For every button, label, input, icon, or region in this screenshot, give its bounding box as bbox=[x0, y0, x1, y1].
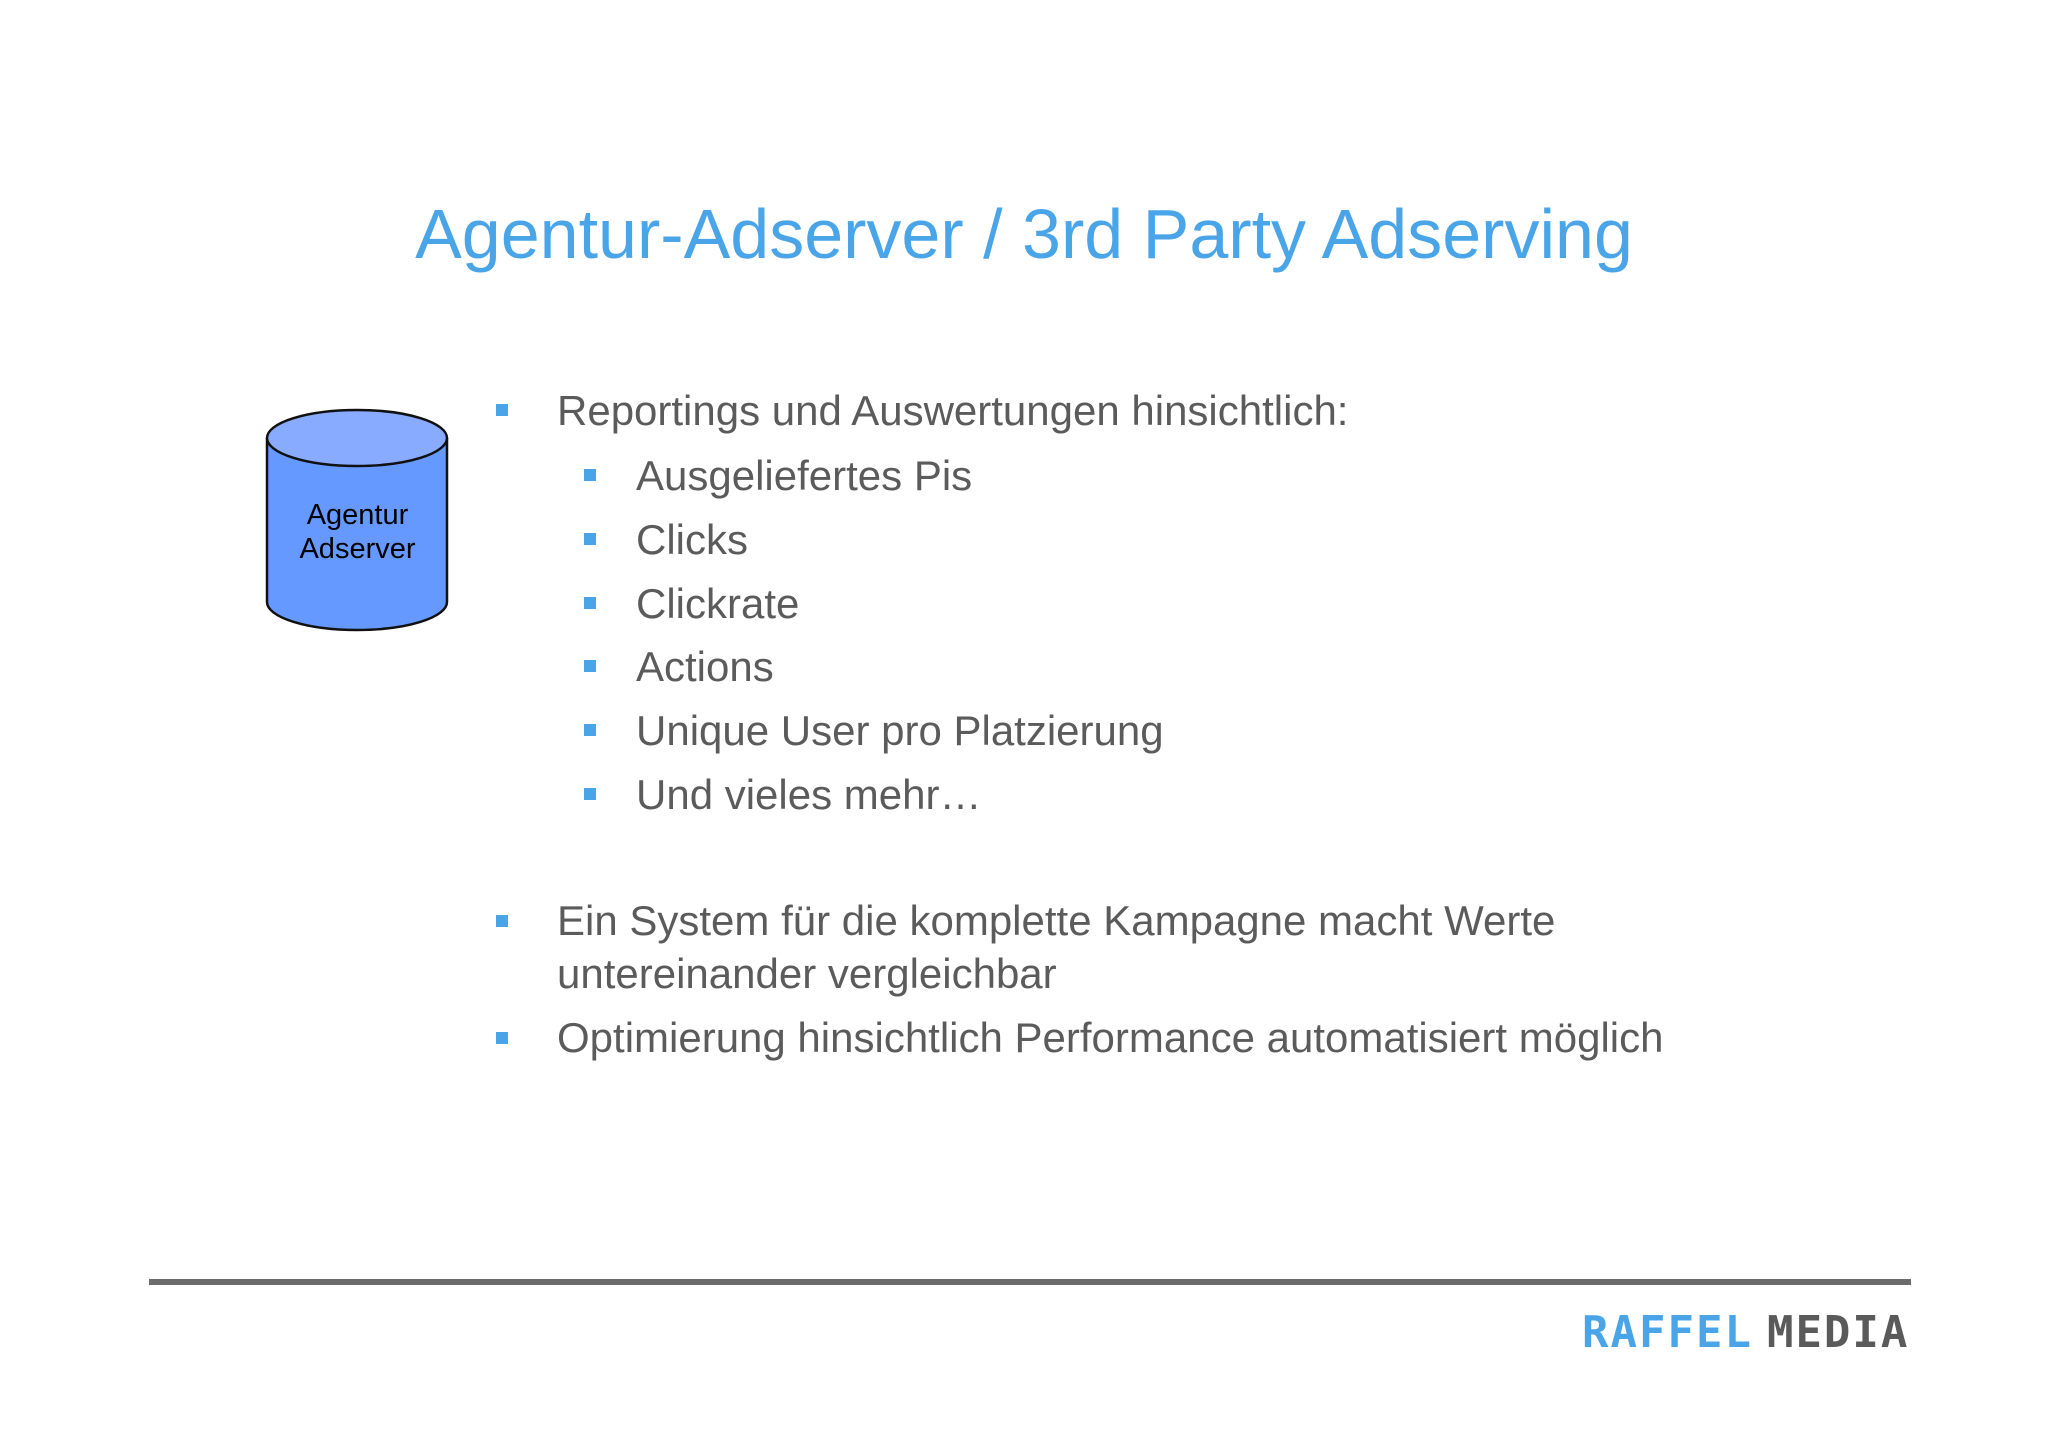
sub-bullet-item: Unique User pro Platzierung bbox=[636, 707, 1164, 754]
footer-divider bbox=[149, 1279, 1911, 1285]
bullet-optimierung: Optimierung hinsichtlich Performance automatisiert möglich bbox=[557, 1014, 1664, 1061]
logo-part-raffel: RAFFEL bbox=[1582, 1307, 1753, 1358]
sub-bullet-item: Ausgeliefertes Pis bbox=[636, 452, 973, 499]
sub-bullet-item: Clickrate bbox=[636, 580, 800, 627]
bullet-icon bbox=[496, 915, 508, 927]
bullet-icon bbox=[584, 788, 596, 800]
bullet-icon bbox=[584, 660, 596, 672]
bullet-reportings: Reportings und Auswertungen hinsichtlich: bbox=[557, 387, 1349, 434]
bullet-system-line1: Ein System für die komplette Kampagne macht Werte bbox=[557, 897, 1556, 944]
database-label-line1: Agentur bbox=[306, 499, 409, 531]
slide-title: Agentur-Adserver / 3rd Party Adserving bbox=[415, 195, 1633, 273]
bullet-icon bbox=[496, 1032, 508, 1044]
bullet-icon bbox=[584, 597, 596, 609]
bullet-icon bbox=[584, 469, 596, 481]
database-label bbox=[265, 498, 450, 566]
sub-bullet-item: Und vieles mehr… bbox=[636, 771, 982, 818]
bullet-icon bbox=[584, 533, 596, 545]
sub-bullet-item: Clicks bbox=[636, 516, 748, 563]
agentur-adserver-diagram bbox=[265, 408, 450, 634]
logo-part-media: MEDIA bbox=[1766, 1307, 1910, 1358]
sub-bullet-item: Actions bbox=[636, 643, 774, 690]
bullet-system-line2: untereinander vergleichbar bbox=[557, 950, 1057, 997]
bullet-icon bbox=[584, 724, 596, 736]
bullet-icon bbox=[496, 404, 508, 416]
raffel-media-logo bbox=[1582, 1307, 1910, 1358]
database-label-line2: Adserver bbox=[299, 533, 416, 565]
